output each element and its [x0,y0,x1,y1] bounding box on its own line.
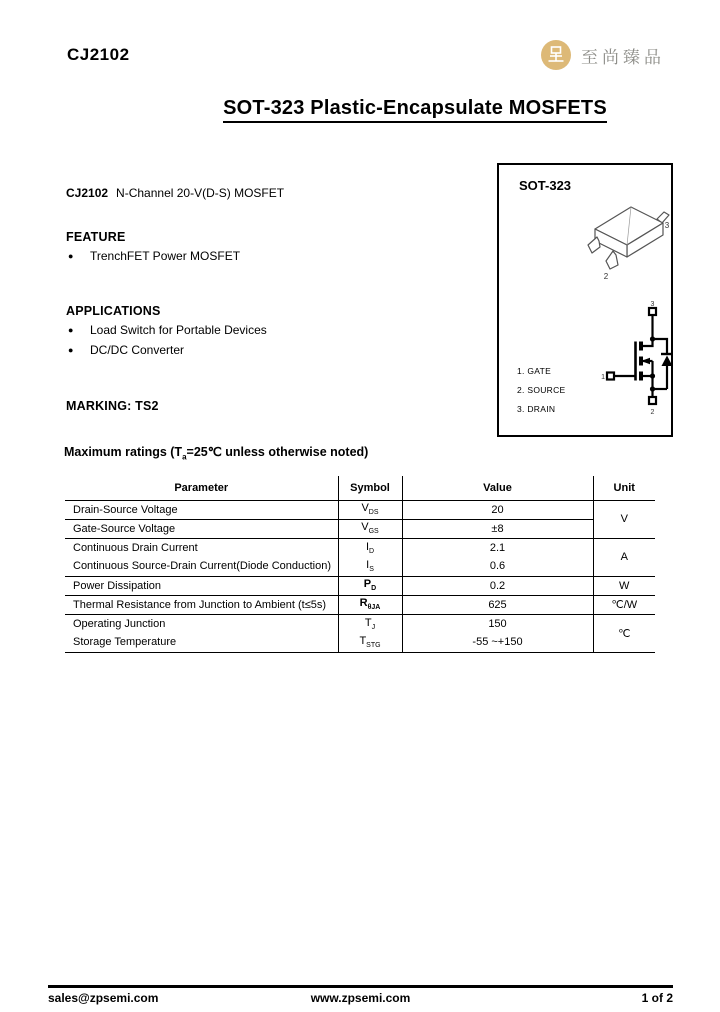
table-row-vds [65,500,655,519]
value-cell: 0.6 [402,557,593,576]
max-ratings-heading: Maximum ratings ($T_a=25℃$ unless otherwise noted) [64,445,369,462]
schematic-source-pin-label: 2 [650,409,655,416]
logo-text: 至尚臻品 [581,47,665,67]
pin-name-list [517,362,566,419]
symbol-cell: $I_S$ [338,557,402,576]
col-header-value: Value [402,476,593,500]
value-cell: 625 [402,595,593,614]
bullet-icon: ● [68,251,74,261]
unit-cell: ℃ [593,614,655,652]
value-cell: ±8 [402,519,593,538]
applications-heading: APPLICATIONS [66,304,161,318]
page-title: SOT-323 Plastic-Encapsulate MOSFETS [223,97,607,123]
device-subtitle [66,186,284,200]
footer-rule [48,985,673,988]
footer-page-number: 1 of 2 [641,991,673,1005]
parameter-cell: Operating Junction [73,617,166,630]
symbol-cell: $V_{DS}$ [338,500,402,519]
bullet-icon: ● [68,325,74,335]
footer [48,991,673,1005]
logo-glyph-icon [547,46,565,64]
pin-name-drain: 3. DRAIN [517,404,556,414]
table-row-rthja [65,595,655,614]
schematic-drain-pin-label: 3 [650,301,655,308]
value-cell: -55 ~+150 [402,633,593,652]
footer-email: sales@zpsemi.com [48,991,159,1005]
application-item [68,343,184,357]
col-header-parameter: Parameter [65,476,338,500]
package-name: SOT-323 [519,178,572,193]
table-row-is [65,557,655,576]
subtitle-description: N-Channel 20-V(D-S) MOSFET [116,186,285,200]
parameter-cell: Continuous Drain Current [73,541,198,554]
symbol-cell: $T_J$ [338,614,402,633]
package-drawing [573,195,673,291]
feature-item-label: TrenchFET Power MOSFET [90,249,241,263]
max-ratings-table-wrap [65,476,655,653]
application-item [68,323,267,337]
parameter-cell: Continuous Source-Drain Current(Diode Conduction) [65,557,338,576]
parameter-cell: Drain-Source Voltage [65,500,338,519]
col-header-unit: Unit [593,476,655,500]
title-row [110,97,720,123]
value-cell: 2.1 [402,538,593,557]
feature-heading: FEATURE [66,230,126,244]
table-row-tj [65,614,655,633]
unit-cell: A [593,538,655,576]
parameter-cell: Power Dissipation [65,576,338,595]
feature-item [68,249,240,263]
marking-heading: MARKING: TS2 [66,399,159,413]
table-row-pd [65,576,655,595]
logo-mark-icon [541,40,571,70]
schematic-gate-pin-label: 1 [601,374,605,381]
bullet-icon: ● [68,345,74,355]
parameter-cell: Gate-Source Voltage [65,519,338,538]
value-cell: 20 [402,500,593,519]
footer-website: www.zpsemi.com [310,991,411,1005]
package-outline-box [497,163,673,437]
pin-name-source: 2. SOURCE [517,385,566,395]
max-ratings-table [65,476,655,653]
company-logo [541,40,665,70]
application-item-label: Load Switch for Portable Devices [90,323,267,337]
application-item-label: DC/DC Converter [90,343,185,357]
col-header-symbol: Symbol [338,476,402,500]
pkg-pin2-label: 2 [603,272,609,281]
symbol-cell: $P_D$ [338,576,402,595]
unit-cell: ℃/W [593,595,655,614]
symbol-cell: $V_{GS}$ [338,519,402,538]
table-header-row [65,476,655,500]
value-cell: 150 [402,614,593,633]
unit-cell: V [593,500,655,538]
subtitle-part: CJ2102 [66,186,109,200]
pin-name-gate: 1. GATE [517,366,552,376]
parameter-cell: Thermal Resistance from Junction to Ambient (t≤5s) [65,595,338,614]
table-row-id [65,538,655,557]
mosfet-schematic [597,299,675,417]
table-row-vgs [65,519,655,538]
unit-cell: W [593,576,655,595]
symbol-cell: $R_{\theta JA}$ [338,595,402,614]
value-cell: 0.2 [402,576,593,595]
pkg-pin3-label: 3 [664,221,670,230]
table-row-tstg [65,633,655,652]
parameter-cell: Storage Temperature [65,633,338,652]
symbol-cell: $T_{STG}$ [338,633,402,652]
symbol-cell: $I_D$ [338,538,402,557]
part-number: CJ2102 [67,45,130,64]
